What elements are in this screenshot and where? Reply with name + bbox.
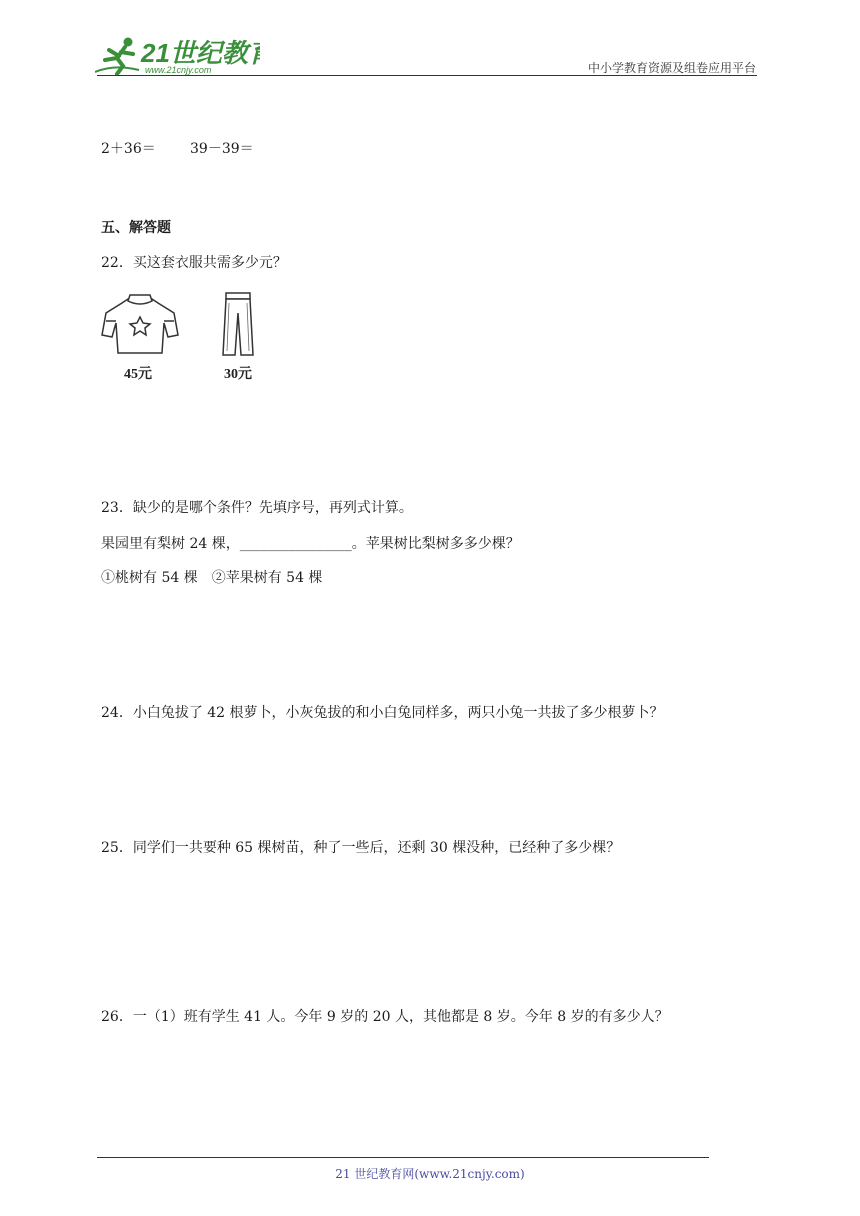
shirt-illustration bbox=[100, 291, 182, 361]
footer-divider bbox=[97, 1157, 709, 1158]
logo bbox=[95, 34, 260, 76]
pants-price: 30元 bbox=[224, 367, 252, 382]
platform-name: 中小学教育资源及组卷应用平台 bbox=[587, 61, 756, 75]
logo-runner-icon bbox=[95, 34, 260, 76]
question-24: 24．小白兔拔了 42 根萝卜，小灰兔拔的和小白兔同样多，两只小兔一共拔了多少根萝卜？ bbox=[101, 705, 664, 721]
section-title: 五、解答题 bbox=[101, 220, 171, 236]
question-22: 22．买这套衣服共需多少元？ bbox=[101, 255, 287, 271]
shirt-icon bbox=[100, 291, 182, 361]
question-25: 25．同学们一共要种 65 棵树苗，种了一些后，还剩 30 棵没种，已经种了多少棵？ bbox=[101, 840, 621, 856]
question-26: 26．一（1）班有学生 41 人。今年 9 岁的 20 人，其他都是 8 岁。今年 8 岁的有多少人？ bbox=[101, 1009, 669, 1025]
footer-text: 21 世纪教育网(www.21cnjy.com) bbox=[335, 1167, 525, 1181]
pants-icon bbox=[218, 291, 258, 361]
logo-text: 21世纪教 bbox=[141, 38, 248, 68]
calc-expression-2: 39－39＝ bbox=[190, 141, 254, 157]
pants-illustration bbox=[218, 291, 258, 361]
calc-expression-1: 2＋36＝ bbox=[101, 141, 156, 157]
question-23: 23．缺少的是哪个条件？先填序号，再列式计算。 bbox=[101, 500, 413, 516]
shirt-price: 45元 bbox=[124, 367, 152, 382]
question-23-statement: 果园里有梨树 24 棵，________________。苹果树比梨树多多少棵？ bbox=[101, 536, 520, 552]
logo-url: www.21cnjy.com bbox=[145, 65, 212, 75]
header-divider bbox=[97, 75, 757, 76]
question-23-options: ①桃树有 54 棵 ②苹果树有 54 棵 bbox=[101, 570, 323, 586]
